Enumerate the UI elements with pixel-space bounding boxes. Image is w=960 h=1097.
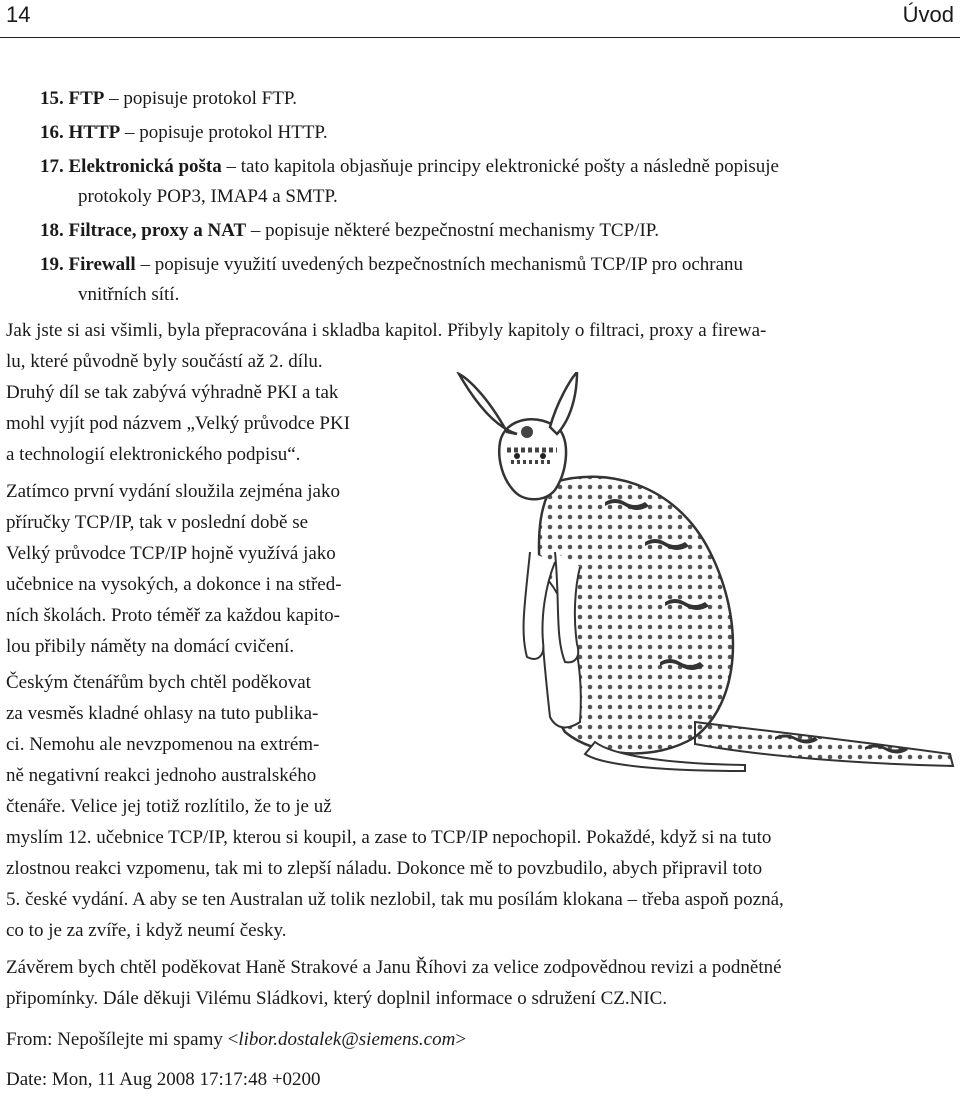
text-line: Druhý díl se tak zabývá výhradně PKI a tak — [6, 382, 339, 403]
text-line: lu, které původně byly součástí až 2. dílu. — [6, 351, 323, 372]
chapter-number: 19. — [40, 254, 64, 275]
text-line: Zatímco první vydání sloužila zejména jako — [6, 481, 340, 502]
chapter-item-ftp — [40, 84, 955, 114]
chapter-number: 18. — [40, 220, 64, 241]
chapter-number: 15. — [40, 88, 64, 109]
chapter-title: Elektronická pošta — [68, 156, 222, 177]
text-line: myslím 12. učebnice TCP/IP, kterou si koupil, a zase to TCP/IP nepochopil. Pokaždé, když si na tuto — [6, 827, 772, 848]
dash: – — [135, 254, 155, 275]
text-line: učebnice na vysokých, a dokonce i na střed- — [6, 574, 342, 595]
text-line: lou přibily náměty na domácí cvičení. — [6, 636, 295, 657]
chapter-item-http — [40, 118, 955, 148]
text-line: ci. Nemohu ale nevzpomenou na extrém- — [6, 734, 320, 755]
from-prefix: From: Nepošílejte mi spamy < — [6, 1029, 239, 1050]
chapter-title: Filtrace, proxy a NAT — [68, 220, 247, 241]
kangaroo-icon — [445, 372, 960, 772]
text-line: mohl vyjít pod názvem „Velký průvodce PKI — [6, 413, 351, 434]
paragraph-thanks — [6, 952, 956, 1014]
text-line: za vesměs kladné ohlasy na tuto publika- — [6, 703, 319, 724]
running-head: Úvod — [902, 2, 954, 27]
text-line: Jak jste si asi všimli, byla přepracována i skladba kapitol. Přibyly kapitoly o filtraci, proxy a firewa- — [6, 320, 767, 341]
from-suffix: > — [455, 1029, 467, 1050]
chapter-item-email — [40, 152, 955, 212]
text-line: Závěrem bych chtěl poděkovat Haně Strakové a Janu Říhovi za velice zodpovědnou revizi a podnětné — [6, 957, 782, 978]
chapter-desc-cont: vnitřních sítí. — [78, 284, 180, 305]
chapter-number: 17. — [40, 156, 64, 177]
text-line: ních školách. Proto téměř za každou kapito- — [6, 605, 340, 626]
dash: – — [104, 88, 124, 109]
date-line: Date: Mon, 11 Aug 2008 17:17:48 +0200 — [6, 1069, 321, 1090]
chapter-number: 16. — [40, 122, 64, 143]
text-line: a technologií elektronického podpisu“. — [6, 444, 301, 465]
chapter-desc: popisuje některé bezpečnostní mechanismy TCP/IP. — [265, 220, 659, 241]
chapter-desc: tato kapitola objasňuje principy elektronické pošty a následně popisuje — [240, 156, 779, 177]
chapter-desc: popisuje protokol HTTP. — [139, 122, 328, 143]
chapter-title: HTTP — [68, 122, 121, 143]
text-line: zlostnou reakci vzpomenu, tak mi to zlepší náladu. Dokonce mě to povzbudilo, abych připravil toto — [6, 858, 763, 879]
email-address: libor.dostalek@siemens.com — [238, 1029, 456, 1050]
text-line: Českým čtenářům bych chtěl poděkovat — [6, 672, 311, 693]
text-line: připomínky. Dále děkuji Vilému Sládkovi, který doplnil informace o sdružení CZ.NIC. — [6, 988, 668, 1009]
chapter-title: FTP — [68, 88, 105, 109]
text-line: ně negativní reakci jednoho australského — [6, 765, 317, 786]
chapter-item-nat — [40, 216, 955, 246]
chapter-desc: popisuje využití uvedených bezpečnostních mechanismů TCP/IP pro ochranu — [154, 254, 744, 275]
paragraph-usage — [6, 476, 436, 662]
header-rule — [0, 37, 960, 38]
text-line: co to je za zvíře, i když neumí česky. — [6, 920, 287, 941]
text-line: čtenáře. Velice jej totiž rozlítilo, že to je už — [6, 796, 332, 817]
text-line: příručky TCP/IP, tak v poslední době se — [6, 512, 309, 533]
kangaroo-illustration — [445, 372, 960, 772]
page-number: 14 — [6, 2, 31, 27]
text-line: 5. české vydání. A aby se ten Australan už tolik nezlobil, tak mu posílám klokana – třeba aspoň pozná, — [6, 889, 784, 910]
dash: – — [246, 220, 266, 241]
from-line — [6, 1024, 956, 1055]
chapter-desc-cont: protokoly POP3, IMAP4 a SMTP. — [78, 186, 338, 207]
dash: – — [221, 156, 241, 177]
chapter-item-firewall — [40, 250, 955, 310]
chapter-list — [40, 84, 955, 314]
text-line: Velký průvodce TCP/IP hojně využívá jako — [6, 543, 336, 564]
dash: – — [120, 122, 140, 143]
chapter-title: Firewall — [68, 254, 136, 275]
chapter-desc: popisuje protokol FTP. — [123, 88, 298, 109]
page-header — [0, 0, 960, 38]
